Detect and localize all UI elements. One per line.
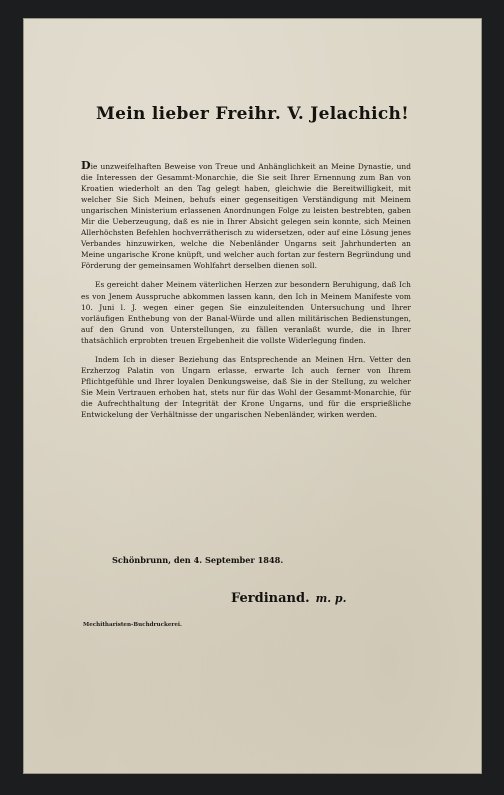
paragraph-2: Es gereicht daher Meinem väterlichen Herzen zur besondern Beruhigung, daß Ich es von Jenem Ausspruche abkommen lassen kann, den Ich in Meinem Manifeste vom 10. Juni l. J. wegen einer gegen Sie einzuleitenden Untersuchung und Ihrer vorläufigen Enthebung von der Banal-Würde und allen militärischen Bedienstungen, auf den Grund von Unterstellungen, zu fällen veranlaßt wurde, die in Ihrer thatsächlich erprobten treuen Ergebenheit die vollste Widerlegung finden. bbox=[81, 280, 411, 345]
printer-imprint: Mechitharisten-Buchdruckerei. bbox=[83, 622, 182, 628]
date-line: Schönbrunn, den 4. September 1848. bbox=[112, 555, 284, 565]
document-body bbox=[81, 160, 411, 428]
document-title: Mein lieber Freihr. V. Jelachich! bbox=[96, 104, 409, 124]
paragraph-1: Die unzweifelhaften Beweise von Treue und Anhänglichkeit an Meine Dynastie, und die Interessen der Gesammt-Monarchie, die Sie seit Ihrer Ernennung zum Ban von Kroatien wiederholt an den Tag gelegt haben, gleichwie die Bereitwilligkeit, mit welcher Sie Sich Meinen, behufs einer gegenseitigen Verständigung mit Meinem ungarischen Ministerium erlassenen Anordnungen Folge zu leisten bestrebten, gaben Mir die Ueberzeugung, daß es nie in Ihrer Absicht gelegen sein konnte, sich Meinen Allerhöchsten Befehlen hochverrätherisch zu widersetzen, oder auf eine Lösung jenes Verbandes hinzuwirken, welche die Nebenländer Ungarns seit Jahrhunderten an Meine ungarische Krone knüpft, und welcher auch fortan zur festern Begründung und Förderung der gemeinsamen Wohlfahrt derselben dienen soll. bbox=[81, 159, 411, 271]
paragraph-3: Indem Ich in dieser Beziehung das Entsprechende an Meinen Hrn. Vetter den Erzherzog Palatin von Ungarn erlasse, erwarte Ich auch ferner von Ihrem Pflichtgefühle und Ihrer loyalen Denkungsweise, daß Sie in der Stellung, zu welcher Sie Mein Vertrauen erhoben hat, stets nur für das Wohl der Gesammt-Monarchie, für die Aufrechthaltung der Integrität der Krone Ungarns, und für die ersprießliche Entwickelung der Verhältnisse der ungarischen Nebenländer, wirken werden. bbox=[81, 354, 411, 419]
signature-suffix: m. p. bbox=[315, 592, 347, 605]
document-sheet bbox=[23, 18, 482, 774]
signature bbox=[231, 591, 346, 606]
signature-name: Ferdinand. bbox=[231, 591, 310, 606]
